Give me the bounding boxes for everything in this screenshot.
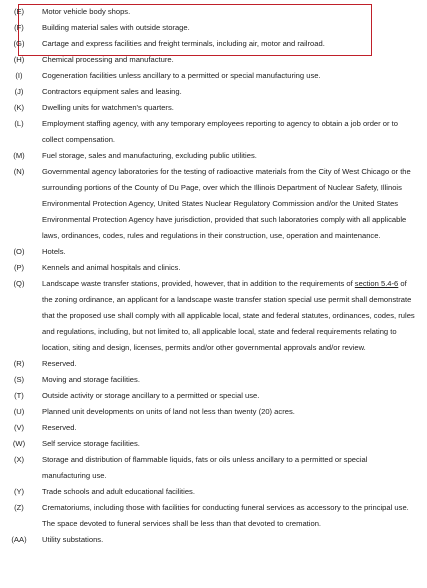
- item-letter: (Y): [13, 487, 25, 496]
- list-item: [0, 276, 427, 356]
- item-text: Hotels.: [42, 247, 66, 256]
- item-text-before: Landscape waste transfer stations, provided, however, that in addition to the requirements of: [42, 279, 355, 288]
- list-item: [0, 36, 427, 52]
- item-text: Trade schools and adult educational facilities.: [42, 487, 195, 496]
- list-item: [0, 404, 427, 420]
- list-item: [0, 356, 427, 372]
- item-letter: (V): [13, 423, 25, 432]
- item-text: Moving and storage facilities.: [42, 375, 140, 384]
- item-text: Employment staffing agency, with any temporary employees reporting to agency to obtain a job order or to collect compensation.: [42, 119, 398, 144]
- list-item: [0, 500, 427, 532]
- item-text: Outside activity or storage ancillary to a permitted or special use.: [42, 391, 260, 400]
- item-letter: (N): [13, 167, 25, 176]
- list-item: [0, 260, 427, 276]
- item-text: Motor vehicle body shops.: [42, 7, 131, 16]
- item-text: Utility substations.: [42, 535, 104, 544]
- item-text: Self service storage facilities.: [42, 439, 140, 448]
- item-letter: (F): [14, 23, 24, 32]
- list-item: [0, 484, 427, 500]
- item-letter: (W): [12, 439, 26, 448]
- item-letter: (G): [13, 39, 25, 48]
- list-item: [0, 52, 427, 68]
- item-text: Fuel storage, sales and manufacturing, excluding public utilities.: [42, 151, 257, 160]
- item-text: Contractors equipment sales and leasing.: [42, 87, 182, 96]
- section-link[interactable]: section 5.4-6: [354, 279, 399, 288]
- item-letter: (L): [14, 119, 24, 128]
- item-letter: (K): [13, 103, 25, 112]
- item-text: [42, 276, 417, 356]
- use-list: [0, 4, 427, 548]
- item-text: Reserved.: [42, 423, 77, 432]
- item-letter: (T): [14, 391, 24, 400]
- item-letter: (X): [13, 455, 25, 464]
- item-text: Dwelling units for watchmen's quarters.: [42, 103, 174, 112]
- item-letter: (J): [14, 87, 24, 96]
- list-item: [0, 244, 427, 260]
- item-letter: (O): [13, 247, 25, 256]
- list-item: [0, 436, 427, 452]
- item-text: Reserved.: [42, 359, 77, 368]
- item-text: Cartage and express facilities and freight terminals, including air, motor and railroad.: [42, 39, 325, 48]
- list-item: [0, 20, 427, 36]
- item-text: Governmental agency laboratories for the testing of radioactive materials from the City of West Chicago or the surrounding portions of the County of Du Page, over which the Illinois Department of Nuclear Safety, Illinois Environmental Protection Agency, United States Nuclear Regulatory Commission and/or the United States Environmental Protection Agency have jurisdiction, provided that such laboratories comply with all applicable laws, ordinances, codes, rules and regulations in their construction, use, operation and maintenance.: [42, 167, 411, 240]
- item-letter: (R): [13, 359, 25, 368]
- list-item: [0, 68, 427, 84]
- item-text: Storage and distribution of flammable liquids, fats or oils unless ancillary to a permitted or special manufacturing use.: [42, 455, 368, 480]
- item-letter: (H): [13, 55, 25, 64]
- item-letter: (Z): [14, 503, 24, 512]
- list-item: [0, 148, 427, 164]
- list-item: [0, 164, 427, 244]
- item-letter: (S): [13, 375, 25, 384]
- item-letter: (E): [13, 7, 25, 16]
- list-item: [0, 388, 427, 404]
- item-letter: (M): [13, 151, 25, 160]
- item-letter: (AA): [11, 535, 27, 544]
- item-text: Building material sales with outside storage.: [42, 23, 190, 32]
- list-item: [0, 452, 427, 484]
- item-letter: (P): [13, 263, 25, 272]
- item-letter: (U): [13, 407, 25, 416]
- item-text: Planned unit developments on units of land not less than twenty (20) acres.: [42, 407, 295, 416]
- list-item: [0, 532, 427, 548]
- item-text: Cogeneration facilities unless ancillary to a permitted or special manufacturing use.: [42, 71, 321, 80]
- list-item: [0, 100, 427, 116]
- item-text: Chemical processing and manufacture.: [42, 55, 174, 64]
- item-text: Crematoriums, including those with facilities for conducting funeral services as accessory to the principal use. The space devoted to funeral services shall be less than that devoted to cremation.: [42, 503, 409, 528]
- list-item: [0, 420, 427, 436]
- item-text: Kennels and animal hospitals and clinics.: [42, 263, 181, 272]
- list-item: [0, 4, 427, 20]
- list-item: [0, 116, 427, 148]
- item-text-after: of the zoning ordinance, an applicant for a landscape waste transfer station special use permit shall demonstrate that the proposed use shall comply with all applicable local, state and federal statutes, ordinances, codes, rules and regulations, including, but not limited to, all applicable local, state and federal requirements relating to location, siting and design, licenses, permits and/or other governmental approvals and/or review.: [42, 279, 415, 352]
- item-letter: (Q): [13, 279, 25, 288]
- list-item: [0, 84, 427, 100]
- list-item: [0, 372, 427, 388]
- item-letter: (I): [15, 71, 23, 80]
